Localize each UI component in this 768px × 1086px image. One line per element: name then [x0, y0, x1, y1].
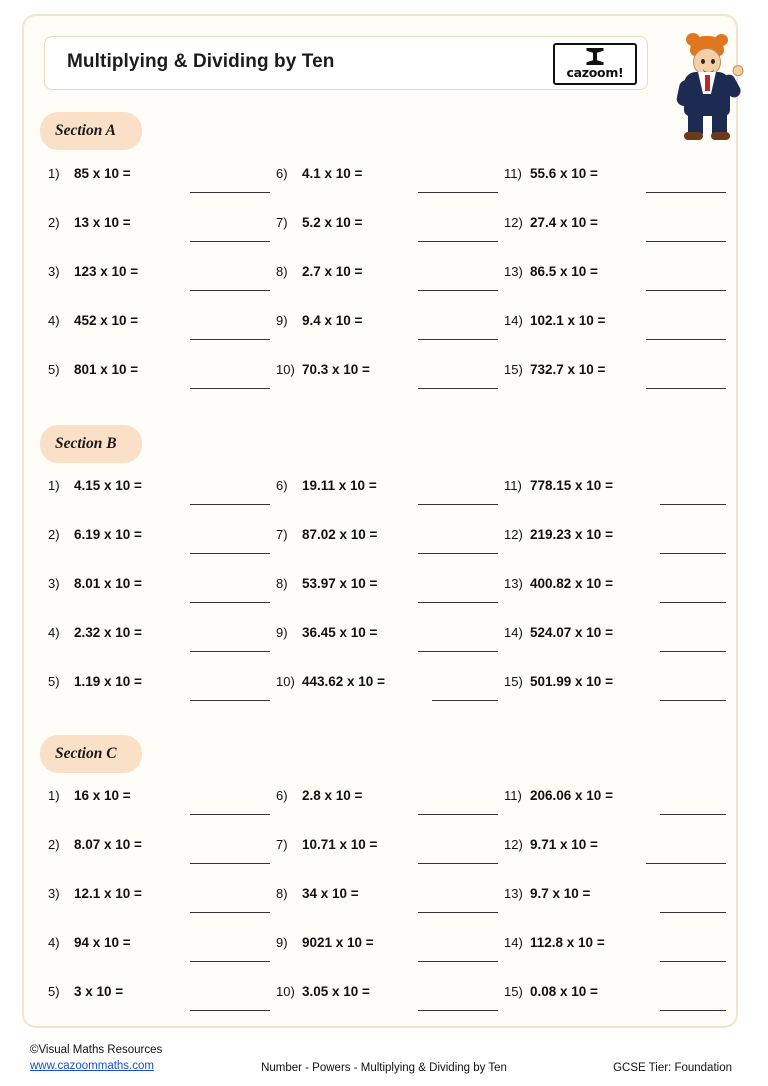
question-number: 4): [48, 935, 60, 950]
question-text: 94 x 10 =: [74, 935, 131, 950]
question-number: 5): [48, 984, 60, 999]
question-number: 2): [48, 215, 60, 230]
answer-line[interactable]: [418, 241, 498, 242]
answer-line[interactable]: [418, 504, 498, 505]
question-number: 12): [504, 527, 523, 542]
question-text: 501.99 x 10 =: [530, 674, 613, 689]
question-number: 2): [48, 527, 60, 542]
answer-line[interactable]: [190, 553, 270, 554]
question-number: 15): [504, 674, 523, 689]
answer-line[interactable]: [660, 504, 726, 505]
answer-line[interactable]: [418, 388, 498, 389]
question-number: 3): [48, 576, 60, 591]
answer-line[interactable]: [190, 192, 270, 193]
question-cell: [38, 572, 266, 620]
question-cell: [38, 309, 266, 357]
section-tab-c: [40, 735, 142, 773]
question-number: 10): [276, 362, 295, 377]
answer-line[interactable]: [190, 388, 270, 389]
question-cell: [494, 162, 722, 210]
answer-line[interactable]: [646, 339, 726, 340]
question-number: 5): [48, 362, 60, 377]
question-cell: [494, 931, 722, 979]
question-number: 14): [504, 313, 523, 328]
question-cell: [266, 931, 494, 979]
question-text: 12.1 x 10 =: [74, 886, 142, 901]
question-cell: [494, 358, 722, 406]
question-cell: [266, 882, 494, 930]
question-cell: [38, 162, 266, 210]
question-row: [38, 882, 724, 930]
question-number: 10): [276, 984, 295, 999]
answer-line[interactable]: [190, 700, 270, 701]
answer-line[interactable]: [190, 814, 270, 815]
answer-line[interactable]: [660, 1010, 726, 1011]
question-cell: [266, 358, 494, 406]
question-text: 732.7 x 10 =: [530, 362, 606, 377]
question-cell: [494, 260, 722, 308]
question-number: 2): [48, 837, 60, 852]
answer-line[interactable]: [660, 912, 726, 913]
answer-line[interactable]: [418, 339, 498, 340]
question-number: 12): [504, 215, 523, 230]
question-text: 6.19 x 10 =: [74, 527, 142, 542]
question-text: 801 x 10 =: [74, 362, 139, 377]
question-cell: [38, 621, 266, 669]
question-number: 13): [504, 886, 523, 901]
section-label-c: Section C: [55, 745, 117, 762]
answer-line[interactable]: [418, 602, 498, 603]
answer-line[interactable]: [190, 339, 270, 340]
question-text: 9.7 x 10 =: [530, 886, 591, 901]
question-text: 9.71 x 10 =: [530, 837, 598, 852]
question-number: 15): [504, 362, 523, 377]
question-text: 3 x 10 =: [74, 984, 124, 999]
question-text: 3.05 x 10 =: [302, 984, 370, 999]
answer-line[interactable]: [190, 1010, 270, 1011]
question-number: 4): [48, 625, 60, 640]
question-text: 87.02 x 10 =: [302, 527, 378, 542]
question-text: 16 x 10 =: [74, 788, 131, 803]
question-cell: [38, 882, 266, 930]
section-label-b: Section B: [55, 435, 117, 452]
question-text: 2.7 x 10 =: [302, 264, 363, 279]
question-text: 2.32 x 10 =: [74, 625, 142, 640]
question-cell: [266, 670, 494, 718]
question-cell: [494, 523, 722, 571]
question-text: 9.4 x 10 =: [302, 313, 363, 328]
answer-line[interactable]: [660, 602, 726, 603]
question-number: 5): [48, 674, 60, 689]
answer-line[interactable]: [418, 553, 498, 554]
question-cell: [266, 784, 494, 832]
answer-line[interactable]: [432, 700, 498, 701]
question-text: 2.8 x 10 =: [302, 788, 363, 803]
question-number: 14): [504, 935, 523, 950]
question-row: [38, 260, 724, 308]
worksheet-page: [22, 14, 738, 1028]
question-number: 6): [276, 166, 288, 181]
question-cell: [494, 670, 722, 718]
question-number: 1): [48, 166, 60, 181]
question-text: 524.07 x 10 =: [530, 625, 613, 640]
question-text: 86.5 x 10 =: [530, 264, 598, 279]
answer-line[interactable]: [418, 961, 498, 962]
answer-line[interactable]: [418, 814, 498, 815]
mascot-leg-right-icon: [712, 114, 727, 134]
question-number: 11): [504, 788, 522, 803]
section-tab-a: [40, 112, 142, 150]
question-cell: [266, 833, 494, 881]
question-cell: [38, 931, 266, 979]
question-text: 55.6 x 10 =: [530, 166, 598, 181]
question-cell: [38, 358, 266, 406]
question-text: 452 x 10 =: [74, 313, 139, 328]
question-row: [38, 980, 724, 1028]
copyright-text: ©Visual Maths Resources: [30, 1044, 163, 1056]
question-cell: [38, 211, 266, 259]
question-cell: [266, 474, 494, 522]
question-text: 778.15 x 10 =: [530, 478, 613, 493]
question-row: [38, 784, 724, 832]
answer-line[interactable]: [190, 504, 270, 505]
question-text: 8.07 x 10 =: [74, 837, 142, 852]
question-cell: [494, 833, 722, 881]
question-row: [38, 309, 724, 357]
answer-line[interactable]: [646, 863, 726, 864]
question-number: 10): [276, 674, 295, 689]
question-text: 4.1 x 10 =: [302, 166, 363, 181]
question-text: 206.06 x 10 =: [530, 788, 613, 803]
question-cell: [38, 670, 266, 718]
answer-line[interactable]: [418, 912, 498, 913]
question-cell: [266, 162, 494, 210]
question-text: 219.23 x 10 =: [530, 527, 613, 542]
question-cell: [38, 260, 266, 308]
question-text: 5.2 x 10 =: [302, 215, 363, 230]
question-number: 7): [276, 215, 288, 230]
question-text: 36.45 x 10 =: [302, 625, 378, 640]
footer-topic: Number - Powers - Multiplying & Dividing by Ten: [261, 1062, 507, 1074]
question-text: 9021 x 10 =: [302, 935, 374, 950]
question-text: 34 x 10 =: [302, 886, 359, 901]
mascot-hand-right-icon: [731, 63, 746, 78]
logo-wordmark: cazoom!: [566, 65, 624, 80]
question-text: 85 x 10 =: [74, 166, 131, 181]
question-text: 1.19 x 10 =: [74, 674, 142, 689]
answer-line[interactable]: [646, 388, 726, 389]
mascot-arm-left-icon: [675, 79, 694, 107]
question-cell: [38, 833, 266, 881]
page-title: Multiplying & Dividing by Ten: [67, 51, 335, 72]
question-text: 443.62 x 10 =: [302, 674, 385, 689]
question-row: [38, 358, 724, 406]
question-row: [38, 670, 724, 718]
question-number: 7): [276, 837, 288, 852]
footer-tier: GCSE Tier: Foundation: [613, 1062, 732, 1074]
question-text: 400.82 x 10 =: [530, 576, 613, 591]
question-cell: [266, 211, 494, 259]
question-row: [38, 931, 724, 979]
mascot-shoe-left-icon: [684, 132, 703, 140]
question-number: 13): [504, 576, 523, 591]
question-cell: [38, 474, 266, 522]
answer-line[interactable]: [418, 290, 498, 291]
answer-line[interactable]: [190, 290, 270, 291]
answer-line[interactable]: [190, 651, 270, 652]
answer-line[interactable]: [190, 602, 270, 603]
question-cell: [494, 980, 722, 1028]
question-cell: [38, 784, 266, 832]
question-number: 15): [504, 984, 523, 999]
answer-line[interactable]: [418, 651, 498, 652]
question-text: 0.08 x 10 =: [530, 984, 598, 999]
question-text: 27.4 x 10 =: [530, 215, 598, 230]
question-row: [38, 162, 724, 210]
mascot-leg-left-icon: [688, 114, 703, 134]
answer-line[interactable]: [646, 241, 726, 242]
question-cell: [494, 784, 722, 832]
question-cell: [494, 621, 722, 669]
question-row: [38, 474, 724, 522]
page-footer: [0, 1036, 768, 1080]
answer-line[interactable]: [190, 961, 270, 962]
question-number: 3): [48, 886, 60, 901]
question-number: 11): [504, 166, 522, 181]
answer-line[interactable]: [190, 241, 270, 242]
question-cell: [266, 309, 494, 357]
answer-line[interactable]: [190, 863, 270, 864]
question-cell: [266, 260, 494, 308]
answer-line[interactable]: [660, 700, 726, 701]
question-text: 70.3 x 10 =: [302, 362, 370, 377]
question-number: 14): [504, 625, 523, 640]
question-number: 12): [504, 837, 523, 852]
mascot-boy-icon: [672, 36, 744, 140]
question-number: 9): [276, 625, 288, 640]
question-text: 112.8 x 10 =: [530, 935, 605, 950]
answer-line[interactable]: [646, 192, 726, 193]
question-row: [38, 211, 724, 259]
question-cell: [266, 980, 494, 1028]
question-number: 8): [276, 886, 288, 901]
question-text: 102.1 x 10 =: [530, 313, 606, 328]
question-number: 9): [276, 935, 288, 950]
answer-line[interactable]: [418, 192, 498, 193]
question-cell: [494, 572, 722, 620]
question-number: 1): [48, 478, 60, 493]
question-number: 1): [48, 788, 60, 803]
mascot-shoe-right-icon: [711, 132, 730, 140]
question-cell: [494, 474, 722, 522]
answer-line[interactable]: [418, 863, 498, 864]
cazoom-logo-icon: [553, 43, 637, 85]
question-row: [38, 833, 724, 881]
question-number: 6): [276, 788, 288, 803]
question-cell: [38, 523, 266, 571]
question-text: 4.15 x 10 =: [74, 478, 142, 493]
answer-line[interactable]: [418, 1010, 498, 1011]
question-cell: [494, 309, 722, 357]
question-cell: [494, 882, 722, 930]
question-text: 123 x 10 =: [74, 264, 139, 279]
question-row: [38, 572, 724, 620]
question-cell: [38, 980, 266, 1028]
mascot-body-icon: [684, 72, 730, 116]
question-number: 7): [276, 527, 288, 542]
question-cell: [266, 572, 494, 620]
question-text: 8.01 x 10 =: [74, 576, 142, 591]
answer-line[interactable]: [660, 814, 726, 815]
logo-glyph-icon: [587, 48, 604, 65]
title-bar: [44, 36, 648, 90]
question-number: 13): [504, 264, 523, 279]
question-number: 6): [276, 478, 288, 493]
mascot-eye-left-icon: [701, 59, 705, 64]
answer-line[interactable]: [190, 912, 270, 913]
answer-line[interactable]: [660, 651, 726, 652]
answer-line[interactable]: [660, 961, 726, 962]
question-row: [38, 523, 724, 571]
question-text: 13 x 10 =: [74, 215, 131, 230]
question-number: 4): [48, 313, 60, 328]
section-label-a: Section A: [55, 122, 117, 139]
question-number: 9): [276, 313, 288, 328]
mascot-eye-right-icon: [711, 59, 715, 64]
answer-line[interactable]: [646, 290, 726, 291]
answer-line[interactable]: [660, 553, 726, 554]
question-number: 11): [504, 478, 522, 493]
mascot-arm-right-icon: [720, 72, 743, 99]
website-link[interactable]: www.cazoommaths.com: [30, 1060, 154, 1072]
question-cell: [266, 523, 494, 571]
section-tab-b: [40, 425, 142, 463]
mascot-tie-icon: [705, 75, 710, 91]
question-text: 19.11 x 10 =: [302, 478, 377, 493]
question-number: 8): [276, 264, 288, 279]
question-cell: [266, 621, 494, 669]
question-number: 8): [276, 576, 288, 591]
question-text: 53.97 x 10 =: [302, 576, 378, 591]
question-text: 10.71 x 10 =: [302, 837, 378, 852]
question-row: [38, 621, 724, 669]
question-cell: [494, 211, 722, 259]
question-number: 3): [48, 264, 60, 279]
